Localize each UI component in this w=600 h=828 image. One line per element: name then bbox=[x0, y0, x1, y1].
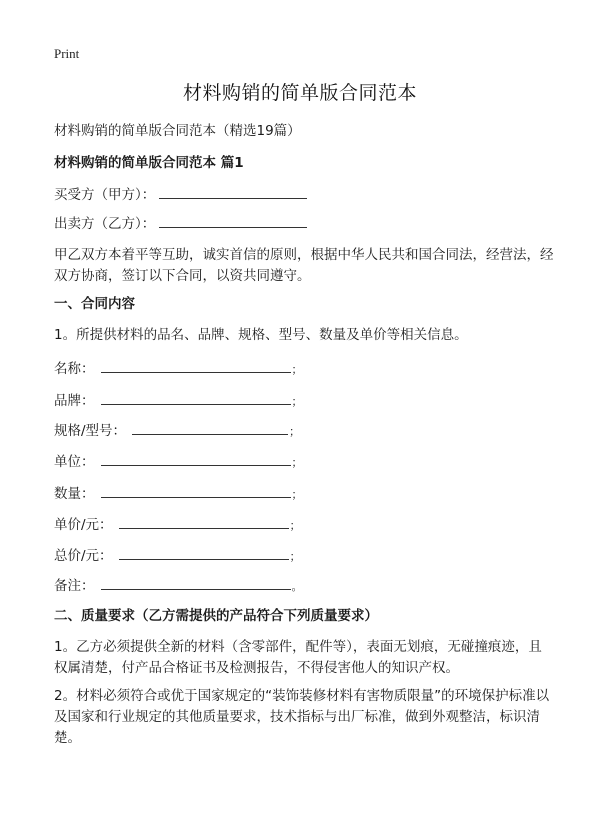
unit-blank[interactable] bbox=[101, 451, 291, 466]
part1-item1: 1。所提供材料的品名、品牌、规格、型号、数量及单价等相关信息。 bbox=[54, 327, 468, 343]
field-row-unit bbox=[54, 451, 303, 473]
field-label: 品牌： bbox=[54, 393, 95, 409]
total-price-blank[interactable] bbox=[119, 545, 289, 560]
section-title: 材料购销的简单版合同范本 篇1 bbox=[54, 155, 244, 171]
brand-blank[interactable] bbox=[101, 390, 291, 405]
seller-field-row bbox=[54, 213, 307, 234]
field-end: ； bbox=[289, 425, 301, 438]
field-row-total-price bbox=[54, 545, 301, 567]
field-label: 总价/元： bbox=[54, 548, 113, 564]
field-end: ； bbox=[289, 519, 301, 532]
field-label: 名称： bbox=[54, 361, 95, 377]
buyer-label: 买受方（甲方）： bbox=[54, 187, 156, 203]
field-row-quantity bbox=[54, 483, 303, 505]
part2-item2: 2。材料必须符合或优于国家规定的“装饰装修材料有害物质限量”的环境保护标准以及国家和行业规定的其他质量要求，技术指标与出厂标准，做到外观整洁，标识清楚。 bbox=[54, 688, 550, 746]
field-end: ； bbox=[291, 488, 303, 501]
intro-paragraph: 甲乙双方本着平等互助，诚实首信的原则，根据中华人民共和国合同法，经营法，经双方协商，签订以下合同，以资共同遵守。 bbox=[54, 247, 554, 284]
spec-model-blank[interactable] bbox=[132, 420, 288, 435]
field-end: ； bbox=[291, 456, 303, 469]
name-blank[interactable] bbox=[101, 358, 291, 373]
field-end: ； bbox=[291, 363, 303, 376]
field-row-remarks bbox=[54, 575, 303, 597]
field-end: ； bbox=[289, 550, 301, 563]
print-link[interactable]: Print bbox=[54, 46, 80, 61]
field-row-unit-price bbox=[54, 514, 301, 536]
document-title: 材料购销的简单版合同范本 bbox=[182, 82, 417, 104]
document-subtitle: 材料购销的简单版合同范本（精选19篇） bbox=[54, 123, 301, 139]
field-label: 备注： bbox=[54, 578, 95, 594]
seller-blank[interactable] bbox=[159, 213, 307, 228]
field-label: 数量： bbox=[54, 486, 95, 502]
field-row-spec-model bbox=[54, 420, 300, 442]
part2-item1: 1。乙方必须提供全新的材料（含零部件，配件等），表面无划痕，无碰撞痕迹，且权属清楚，付产品合格证书及检测报告，不得侵害他人的知识产权。 bbox=[54, 639, 542, 676]
buyer-blank[interactable] bbox=[159, 184, 307, 199]
part2-heading: 二、质量要求（乙方需提供的产品符合下列质量要求） bbox=[54, 608, 378, 624]
field-end: ； bbox=[291, 395, 303, 408]
buyer-field-row bbox=[54, 184, 307, 205]
field-label: 规格/型号： bbox=[54, 423, 127, 439]
unit-price-blank[interactable] bbox=[119, 514, 289, 529]
quantity-blank[interactable] bbox=[101, 483, 291, 498]
field-row-brand bbox=[54, 390, 303, 412]
remarks-blank[interactable] bbox=[101, 575, 291, 590]
part1-heading: 一、合同内容 bbox=[54, 296, 135, 312]
field-end: 。 bbox=[291, 580, 303, 593]
field-label: 单价/元： bbox=[54, 517, 113, 533]
seller-label: 出卖方（乙方）： bbox=[54, 216, 156, 232]
field-row-name bbox=[54, 358, 303, 380]
field-label: 单位： bbox=[54, 454, 95, 470]
